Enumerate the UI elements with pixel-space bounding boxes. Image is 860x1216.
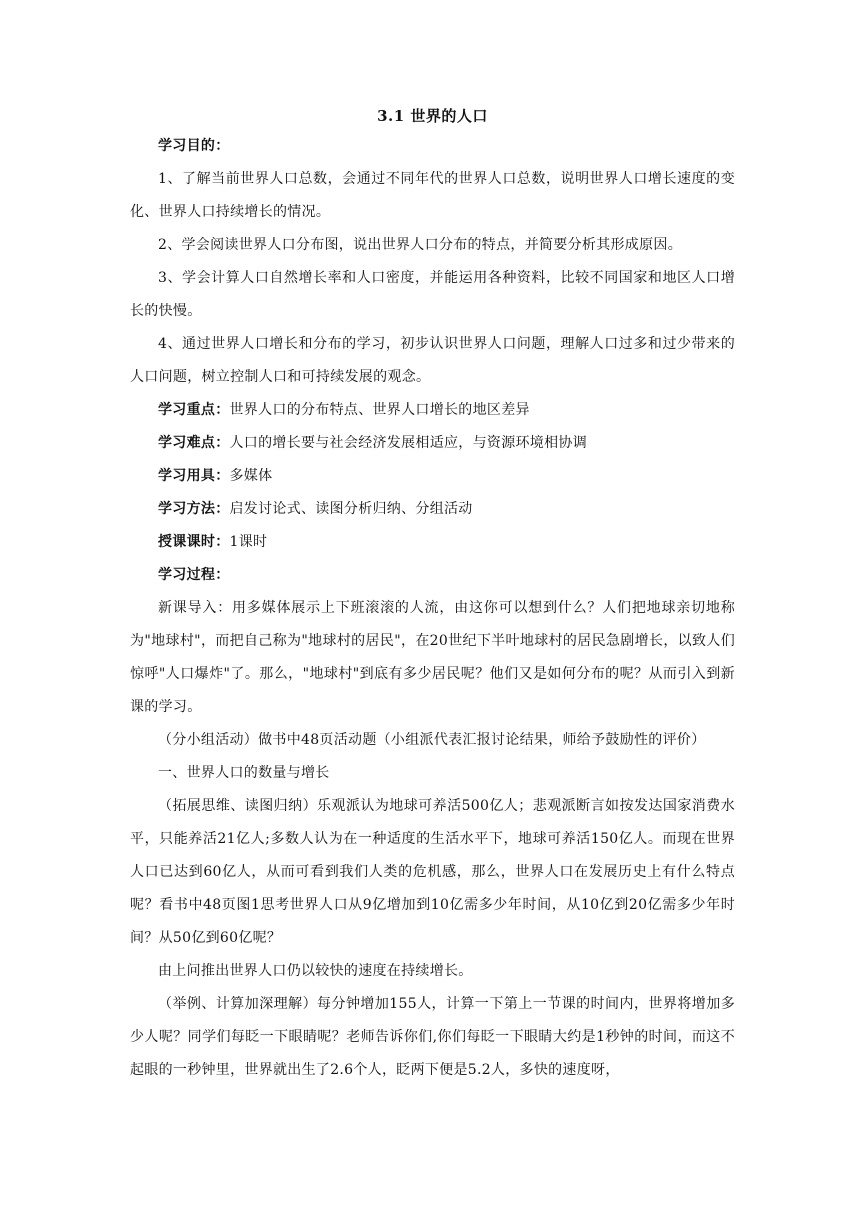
field-label: 学习用具： — [158, 468, 230, 484]
process-paragraph: （拓展思维、读图归纳）乐观派认为地球可养活500亿人；悲观派断言如按发达国家消费水平，只能养活21亿人;多数人认为在一种适度的生活水平下，地球可养活150亿人。而现在世界人口已达到60亿人，从而可看到我们人类的危机感，那么，世界人口在发展历史上有什么特点呢？看书中48页图1思考世界人口从9亿增加到10亿需多少年时间，从10亿到20亿需多少年时间？从50亿到60亿呢？ — [130, 798, 735, 946]
objectives-heading: 学习目的： — [158, 138, 230, 154]
field-tools — [130, 460, 735, 493]
field-value: 世界人口的分布特点、世界人口增长的地区差异 — [229, 402, 530, 418]
field-method — [130, 493, 735, 526]
field-key-point — [130, 394, 735, 427]
objective-item: 1、了解当前世界人口总数，会通过不同年代的世界人口总数，说明世界人口增长速度的变化、世界人口持续增长的情况。 — [130, 171, 735, 220]
process-paragraph: （分小组活动）做书中48页活动题（小组派代表汇报讨论结果，师给予鼓励性的评价） — [158, 732, 706, 748]
field-value: 人口的增长要与社会经济发展相适应，与资源环境相协调 — [229, 435, 587, 451]
field-periods — [130, 526, 735, 559]
objective-item: 3、学会计算人口自然增长率和人口密度，并能运用各种资料，比较不同国家和地区人口增长的快慢。 — [130, 270, 735, 319]
field-label: 学习重点： — [158, 402, 230, 418]
section-heading: 一、世界人口的数量与增长 — [158, 765, 330, 781]
field-difficulty — [130, 427, 735, 460]
field-label: 学习难点： — [158, 435, 230, 451]
objective-item: 4、通过世界人口增长和分布的学习，初步认识世界人口问题，理解人口过多和过少带来的人口问题，树立控制人口和可持续发展的观念。 — [130, 336, 735, 385]
field-value: 1课时 — [229, 534, 268, 550]
process-heading: 学习过程： — [158, 567, 230, 583]
process-paragraph: （举例、计算加深理解）每分钟增加155人，计算一下第上一节课的时间内，世界将增加多少人呢？同学们每眨一下眼睛呢？老师告诉你们,你们每眨一下眼睛大约是1秒钟的时间，而这不起眼的一秒钟里，世界就出生了2.6个人，眨两下便是5.2人，多快的速度呀， — [130, 996, 735, 1078]
field-value: 多媒体 — [229, 468, 273, 484]
process-paragraph: 由上问推出世界人口仍以较快的速度在持续增长。 — [158, 963, 473, 979]
field-label: 学习方法： — [158, 501, 230, 517]
objective-item: 2、学会阅读世界人口分布图，说出世界人口分布的特点，并简要分析其形成原因。 — [158, 237, 683, 253]
process-paragraph: 新课导入：用多媒体展示上下班滚滚的人流，由这你可以想到什么？人们把地球亲切地称为"地球村"，而把自己称为"地球村的居民"，在20世纪下半叶地球村的居民急剧增长，以致人们惊呼"人口爆炸"了。那么，"地球村"到底有多少居民呢？他们又是如何分布的呢？从而引入到新课的学习。 — [130, 600, 735, 715]
field-label: 授课课时： — [158, 534, 230, 550]
document-body — [130, 104, 735, 1087]
page-title: 3.1 世界的人口 — [377, 107, 488, 125]
field-value: 启发讨论式、读图分析归纳、分组活动 — [229, 501, 473, 517]
